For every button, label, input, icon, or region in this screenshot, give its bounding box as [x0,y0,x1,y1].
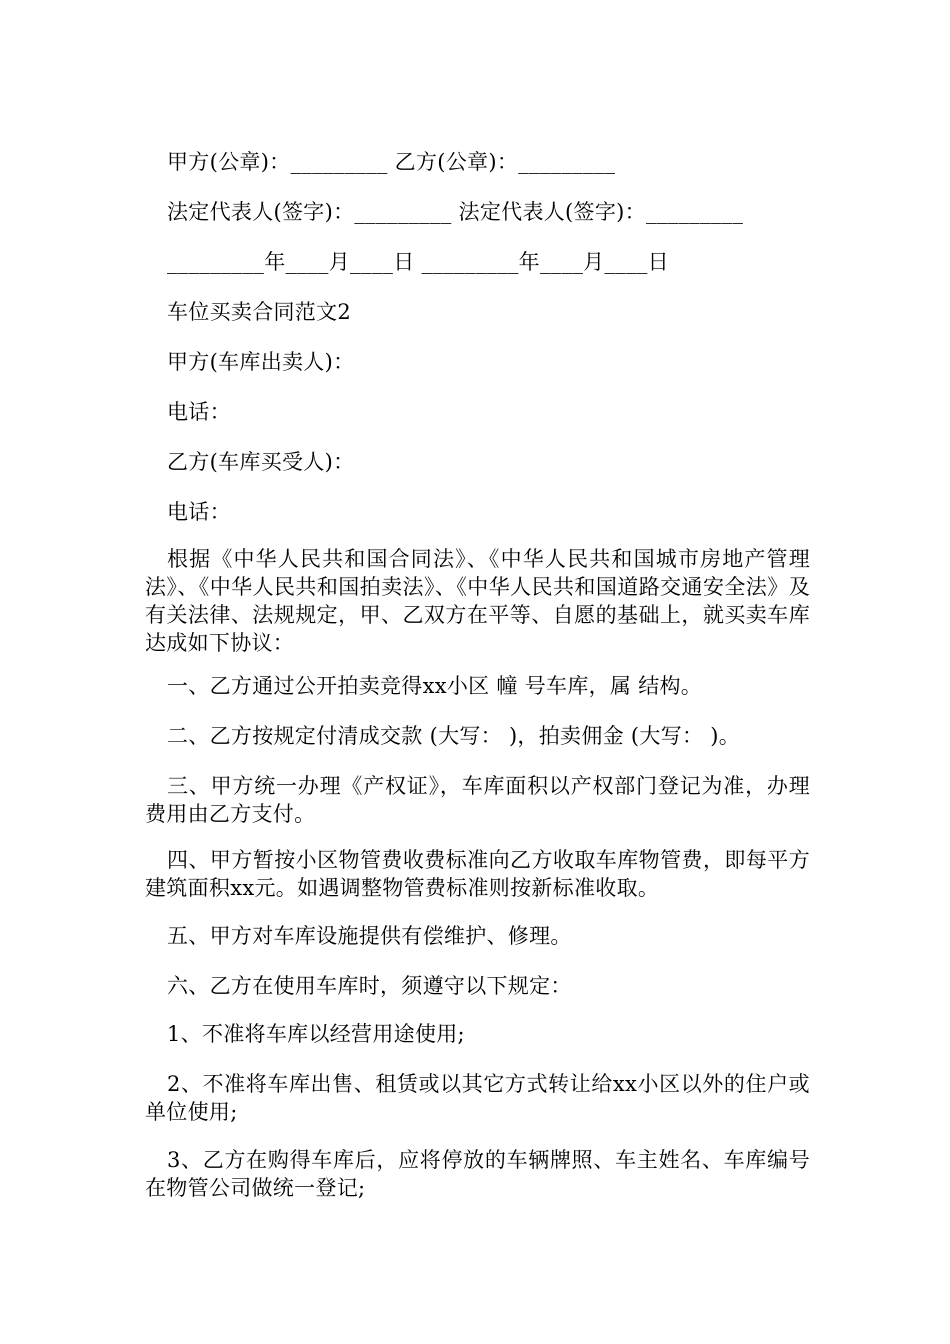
clause-6: 六、乙方在使用车库时，须遵守以下规定： [167,974,572,998]
clause-3: 三、甲方统一办理《产权证》，车库面积以产权部门登记为准，办理费用由乙方支付。 [145,774,810,826]
clause-5: 五、甲方对车库设施提供有偿维护、修理。 [167,924,572,948]
rule-1: 1、不准将车库以经营用途使用; [167,1022,465,1046]
buyer-label: 乙方(车库买受人)： [167,450,355,474]
preamble-paragraph: 根据《中华人民共和国合同法》、《中华人民共和国城市房地产管理法》、《中华人民共和国拍卖法》、《中华人民共和国道路交通安全法》及有关法律、法规规定，甲、乙双方在平等、自愿的基础上，就买卖车库达成如下协议： [145,547,810,655]
rule-2: 2、不准将车库出售、租赁或以其它方式转让给xx小区以外的住户或单位使用; [145,1072,810,1124]
clause-4: 四、甲方暂按小区物管费收费标准向乙方收取车库物管费，即每平方建筑面积xx元。如遇调整物管费标准则按新标准收取。 [145,848,810,900]
representative-signature-line: 法定代表人(签字)：_________ 法定代表人(签字)：_________ [167,200,744,224]
clause-2: 二、乙方按规定付清成交款 (大写： )，拍卖佣金 (大写： )。 [167,724,741,748]
clause-1: 一、乙方通过公开拍卖竞得xx小区 幢 号车库，属 结构。 [167,674,703,698]
seller-label: 甲方(车库出卖人)： [167,350,355,374]
seller-phone-label: 电话： [167,400,231,424]
rule-3: 3、乙方在购得车库后，应将停放的车辆牌照、车主姓名、车库编号在物管公司做统一登记; [145,1148,810,1200]
buyer-phone-label: 电话： [167,500,231,524]
signature-date-line: _________年____月____日 _________年____月____日 [167,250,669,274]
contract-heading: 车位买卖合同范文2 [167,300,352,324]
party-seal-line: 甲方(公章)：_________ 乙方(公章)：_________ [167,150,616,174]
